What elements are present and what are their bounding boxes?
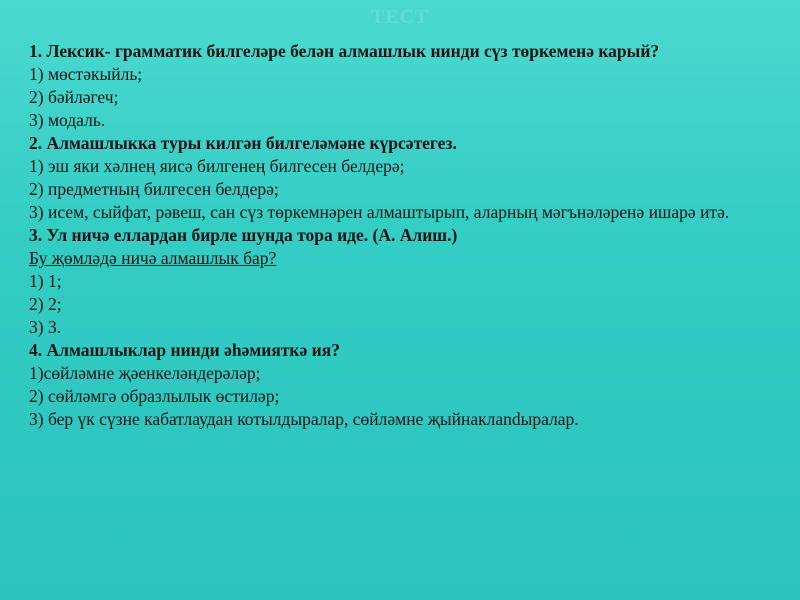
question-3-option-1: 1) 1;: [29, 271, 62, 291]
question-4-option-2: 2) сөйләмгә образлылык өстиләр;: [29, 386, 280, 406]
test-content: [29, 40, 779, 431]
question-3-subquestion: Бу җөмләдә ничә алмашлык бар?: [29, 248, 277, 268]
question-3: 3. Ул ничә еллардан бирле шунда тора иде. (А. Алиш.): [29, 225, 458, 245]
question-1: 1. Лексик- грамматик билгеләре белән алмашлык нинди сүз төркеменә карый?: [29, 41, 660, 61]
question-2-option-2: 2) предметның билгесен белдерә;: [29, 179, 279, 199]
question-3-option-3: 3) 3.: [29, 317, 62, 337]
question-2-option-1: 1) эш яки хәлнең яисә билгенең билгесен белдерә;: [29, 156, 405, 176]
question-3-option-2: 2) 2;: [29, 294, 62, 314]
question-1-option-2: 2) бәйләгеч;: [29, 87, 119, 107]
question-4-option-3: 3) бер үк сүзне кабатлаудан котылдыралар, сөйләмне җыйнаклandыралар.: [29, 409, 579, 429]
question-2-option-3: 3) исем, сыйфат, рәвеш, сан сүз төркемнәрен алмаштырып, аларның мәгънәләренә ишарә итә.: [29, 202, 730, 222]
slide-title: ТЕСТ: [370, 6, 430, 28]
question-1-option-3: 3) модаль.: [29, 110, 106, 130]
question-1-option-1: 1) мөстәкыйль;: [29, 64, 143, 84]
question-2: 2. Алмашлыкка туры килгән билгеләмәне күрсәтегез.: [29, 133, 457, 153]
question-4-option-1: 1)сөйләмне җәенкеләндерәләр;: [29, 363, 261, 383]
question-4: 4. Алмашлыклар нинди әһәмияткә ия?: [29, 340, 340, 360]
